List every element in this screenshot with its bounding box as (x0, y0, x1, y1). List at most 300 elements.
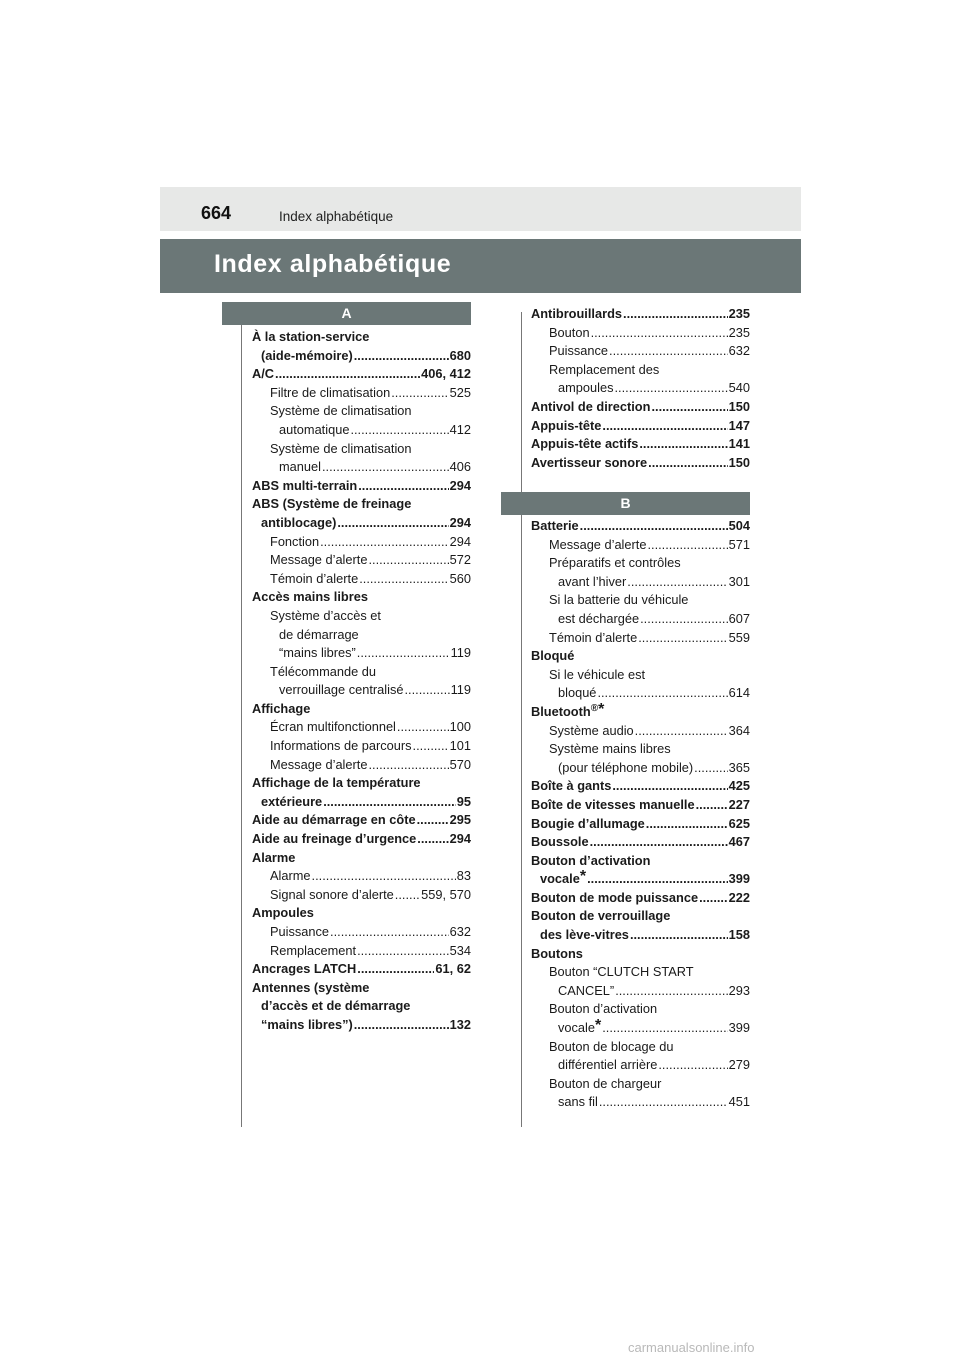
index-term-text: Système d’accès et (270, 607, 381, 623)
dot-leader (612, 777, 727, 796)
index-entry (252, 644, 471, 663)
index-term-text: Appuis-tête (531, 417, 602, 433)
page-reference: 680 (449, 347, 471, 363)
page-reference: 570 (449, 756, 471, 772)
section-header-b: B (501, 492, 750, 515)
page-reference: 540 (728, 380, 750, 396)
dot-leader (699, 889, 728, 908)
index-term (270, 570, 358, 589)
index-heading (531, 852, 750, 871)
page-reference: 632 (728, 343, 750, 359)
index-term-text: Remplacement des (549, 361, 660, 377)
index-term (531, 945, 583, 964)
dot-leader (417, 830, 448, 849)
index-term (549, 591, 688, 610)
page-reference: 504 (728, 518, 750, 533)
index-term-text: d’accès et de démarrage (261, 998, 411, 1014)
dot-leader (615, 379, 728, 398)
index-entry (252, 811, 471, 830)
index-term (540, 870, 586, 889)
dot-leader (354, 347, 449, 366)
index-heading (252, 440, 471, 459)
page-reference: 235 (728, 324, 750, 340)
dot-leader (602, 417, 727, 436)
page-reference: 150 (728, 398, 750, 414)
index-term-text: (pour téléphone mobile) (558, 759, 694, 775)
index-heading (531, 700, 750, 722)
dot-leader (337, 514, 448, 533)
index-term (261, 793, 322, 812)
index-term (252, 774, 421, 793)
page-reference: 559, 570 (421, 886, 471, 902)
index-term-text: extérieure (261, 793, 323, 809)
index-term (558, 379, 614, 398)
index-term-text: Télécommande du (270, 663, 376, 679)
index-heading (531, 1038, 750, 1057)
page-reference: 83 (456, 868, 471, 884)
index-term (531, 852, 650, 871)
index-term-text: (aide-mémoire) (261, 347, 353, 363)
index-column-left (252, 328, 471, 1035)
index-term (549, 1075, 661, 1094)
index-heading (252, 774, 471, 793)
page-reference: 451 (728, 1094, 750, 1110)
page-reference: 294 (449, 514, 471, 530)
index-term-text: Système de climatisation (270, 440, 412, 456)
index-entry (252, 477, 471, 496)
dot-leader (275, 365, 420, 384)
page-reference: 301 (728, 573, 750, 589)
page-reference: 467 (728, 834, 750, 850)
index-term (558, 982, 614, 1001)
dot-leader (640, 610, 728, 629)
index-term (270, 663, 376, 682)
index-heading (252, 328, 471, 347)
index-entry (531, 759, 750, 778)
index-term (549, 361, 659, 380)
page-reference: 279 (728, 1057, 750, 1073)
page-reference: 399 (728, 1020, 750, 1036)
index-term (549, 536, 646, 555)
index-term-text: ABS (Système de freinage (252, 496, 412, 512)
index-term (252, 904, 314, 923)
index-term-text: Alarme (252, 849, 296, 865)
index-heading (252, 495, 471, 514)
index-entry (252, 793, 471, 812)
index-heading (531, 1000, 750, 1019)
page-reference: 295 (449, 812, 471, 828)
index-entry (252, 867, 471, 886)
page-header (160, 187, 801, 231)
index-entry (531, 417, 750, 436)
index-term (549, 740, 671, 759)
dot-leader (357, 644, 450, 663)
page-reference: 365 (728, 759, 750, 775)
index-term (279, 421, 349, 440)
page-reference: 119 (450, 645, 471, 661)
dot-leader (354, 1016, 449, 1035)
page-reference: 559 (728, 629, 750, 645)
index-term (270, 737, 412, 756)
page-reference: 101 (449, 738, 471, 754)
page-reference: 227 (728, 796, 750, 812)
page-reference: 100 (449, 719, 471, 735)
index-heading (252, 700, 471, 719)
index-term (558, 759, 693, 778)
page-reference: 534 (449, 942, 471, 958)
page-reference: 235 (728, 306, 750, 321)
page-reference: 425 (728, 778, 750, 794)
index-term (279, 458, 321, 477)
index-entry (531, 536, 750, 555)
index-entry (531, 342, 750, 361)
index-term (540, 926, 629, 945)
index-term (270, 718, 396, 737)
index-term-text: des lève-vitres (540, 927, 629, 943)
index-term-text: Affichage de la température (252, 775, 421, 791)
index-heading (252, 849, 471, 868)
dot-leader (658, 1056, 727, 1075)
dot-leader (648, 454, 727, 473)
page-reference: 632 (449, 924, 471, 939)
dot-leader (580, 517, 728, 536)
asterisk-icon: * (598, 700, 605, 718)
index-term-text: Bluetooth (531, 703, 591, 719)
page-reference: 560 (449, 570, 471, 586)
index-entry (531, 889, 750, 908)
index-entry (252, 384, 471, 403)
index-term (252, 811, 416, 830)
index-term-text: Bouton de mode puissance (531, 889, 699, 905)
page-reference: 150 (728, 454, 750, 470)
index-term-text: Filtre de climatisation (270, 384, 391, 400)
index-entry (531, 1093, 750, 1112)
index-term (279, 626, 359, 645)
index-term (252, 365, 274, 384)
page-reference: 625 (728, 815, 750, 831)
index-term-text: Ampoules (252, 905, 314, 921)
dot-leader (330, 923, 449, 942)
index-entry (531, 833, 750, 852)
index-entry (531, 815, 750, 834)
index-term-text: Antennes (système (252, 979, 370, 995)
dot-leader (323, 793, 456, 812)
dot-leader (417, 811, 449, 830)
index-term (252, 588, 368, 607)
index-term-text: Antivol de direction (531, 398, 651, 414)
index-term-text: Message d’alerte (270, 756, 368, 772)
index-entry (531, 324, 750, 343)
index-term (270, 533, 319, 552)
asterisk-icon: * (579, 868, 587, 886)
index-term-text: Boîte à gants (531, 778, 612, 794)
asterisk-icon: * (595, 1017, 602, 1035)
index-term-text: “mains libres”) (261, 1016, 353, 1032)
index-term (270, 886, 394, 905)
index-term (270, 756, 367, 775)
index-entry (252, 718, 471, 737)
left-margin-rule (241, 312, 242, 1127)
page-reference: 222 (728, 889, 750, 905)
index-term-text: Boussole (531, 834, 589, 850)
index-term (531, 435, 638, 454)
index-term-text: sans fil (558, 1094, 598, 1110)
index-term (549, 342, 608, 361)
index-term-text: Batterie (531, 518, 579, 533)
index-term-text: Signal sonore d’alerte (270, 886, 394, 902)
index-entry (531, 629, 750, 648)
index-term-text: Fonction (270, 533, 320, 549)
index-term (279, 644, 356, 663)
index-entry (531, 573, 750, 592)
index-heading (252, 904, 471, 923)
index-entry (252, 365, 471, 384)
index-entry (252, 737, 471, 756)
index-entry (531, 610, 750, 629)
dot-leader (312, 867, 456, 886)
dot-leader (615, 982, 727, 1001)
index-term (549, 629, 637, 648)
index-term (549, 1038, 674, 1057)
index-term (270, 402, 412, 421)
index-entry (531, 1056, 750, 1075)
index-column-right-b (531, 517, 750, 1112)
index-term-text: de démarrage (279, 626, 359, 642)
index-term-text: manuel (279, 459, 321, 475)
index-term (252, 477, 357, 496)
dot-leader (350, 421, 448, 440)
dot-leader (627, 573, 727, 592)
index-term (558, 1056, 657, 1075)
index-heading (252, 626, 471, 645)
index-term (270, 607, 381, 626)
index-term-text: Système audio (549, 722, 634, 738)
index-term-text: Écran multifonctionnel (270, 719, 396, 735)
index-term (531, 398, 650, 417)
index-term (270, 923, 329, 942)
index-entry (531, 435, 750, 454)
dot-leader (413, 737, 449, 756)
index-term (270, 440, 412, 459)
index-entry (252, 1016, 471, 1035)
index-entry (531, 796, 750, 815)
index-heading (531, 591, 750, 610)
page-reference: 132 (449, 1016, 471, 1032)
index-term-text: Aide au démarrage en côte (252, 812, 416, 828)
index-term-text: Message d’alerte (270, 552, 368, 568)
index-term-text: “mains libres” (279, 645, 356, 661)
index-term-text: Bouton “CLUTCH START (549, 964, 694, 980)
index-term-text: antiblocage) (261, 514, 337, 530)
index-heading (252, 979, 471, 998)
index-term (252, 328, 369, 347)
section-header-a: A (222, 302, 471, 325)
index-term (279, 681, 403, 700)
dot-leader (635, 722, 728, 741)
index-entry (252, 886, 471, 905)
index-term (531, 815, 645, 834)
index-entry (531, 926, 750, 945)
index-entry (531, 870, 750, 889)
index-term (531, 647, 574, 666)
index-term-text: Informations de parcours (270, 738, 412, 754)
index-heading (531, 666, 750, 685)
page-reference: 412 (449, 421, 471, 437)
index-term (531, 700, 605, 722)
page-reference: 293 (728, 982, 750, 998)
index-term-text: Alarme (270, 868, 311, 884)
index-entry (531, 398, 750, 417)
index-term-text: Si le véhicule est (549, 666, 646, 682)
index-term (270, 942, 356, 961)
index-entry (252, 514, 471, 533)
column-divider-rule (521, 312, 522, 1127)
index-entry (252, 421, 471, 440)
index-term-text: Antibrouillards (531, 306, 623, 321)
index-term-text: Système mains libres (549, 741, 671, 757)
index-heading (252, 402, 471, 421)
dot-leader (320, 533, 449, 552)
page-reference: 158 (728, 927, 750, 943)
index-entry (252, 756, 471, 775)
index-term (531, 889, 698, 908)
dot-leader (359, 570, 448, 589)
index-term-text: automatique (279, 421, 350, 437)
page-reference: 364 (728, 722, 750, 738)
page-reference: 406, 412 (421, 366, 471, 382)
index-heading (531, 554, 750, 573)
page-reference: 61, 62 (435, 961, 471, 977)
dot-leader (694, 759, 727, 778)
index-term-text: Bouton de verrouillage (531, 908, 671, 924)
page-reference: 294 (449, 831, 471, 847)
index-term (531, 796, 695, 815)
index-term-text: Bouton d’activation (531, 852, 651, 868)
dot-leader (322, 458, 449, 477)
index-entry (531, 305, 750, 324)
watermark: carmanualsonline.info (628, 1340, 755, 1355)
dot-leader (609, 342, 728, 361)
index-term-text: Témoin d’alerte (549, 629, 638, 645)
index-term-text: vocale (558, 1020, 595, 1036)
index-term (549, 722, 634, 741)
dot-leader (391, 384, 448, 403)
dot-leader (602, 1019, 727, 1038)
index-term-text: Si la batterie du véhicule (549, 592, 689, 608)
page-reference: 607 (728, 610, 750, 626)
index-term (549, 1000, 657, 1019)
index-term (270, 384, 390, 403)
index-term (252, 979, 369, 998)
index-term (252, 849, 295, 868)
index-term-text: Ancrages LATCH (252, 961, 357, 977)
index-term-text: Remplacement (270, 942, 357, 958)
page-reference: 571 (728, 536, 750, 552)
dot-leader (597, 684, 727, 703)
dot-leader (587, 870, 728, 889)
header-section-title: Index alphabétique (279, 209, 394, 224)
dot-leader (599, 1093, 728, 1112)
page-reference: 294 (449, 533, 471, 549)
index-entry (531, 777, 750, 796)
index-term-text: Boîte de vitesses manuelle (531, 796, 695, 812)
index-heading (531, 647, 750, 666)
index-term (531, 777, 611, 796)
index-term (261, 514, 336, 533)
index-term-text: verrouillage centralisé (279, 682, 404, 698)
dot-leader (623, 305, 728, 324)
index-term (549, 554, 681, 573)
index-heading (531, 740, 750, 759)
index-term (558, 1019, 601, 1038)
index-heading (531, 963, 750, 982)
dot-leader (395, 886, 420, 905)
index-heading (252, 997, 471, 1016)
index-heading (531, 945, 750, 964)
index-term (261, 997, 410, 1016)
page-reference: 141 (728, 436, 750, 452)
registered-mark: ® (590, 702, 599, 714)
index-heading (252, 607, 471, 626)
index-entry (531, 454, 750, 473)
index-term-text: Boutons (531, 945, 583, 961)
index-entry (252, 830, 471, 849)
page-reference: 614 (728, 685, 750, 701)
dot-leader (357, 942, 449, 961)
dot-leader (397, 718, 449, 737)
index-term-text: CANCEL” (558, 982, 615, 998)
index-entry (252, 570, 471, 589)
index-term (549, 963, 694, 982)
page-reference: 294 (449, 477, 471, 493)
index-term (531, 907, 670, 926)
page-number: 664 (201, 203, 232, 223)
index-entry (252, 960, 471, 979)
index-entry (252, 551, 471, 570)
page-reference: 399 (728, 871, 750, 887)
page-reference: 406 (449, 459, 471, 475)
index-term (531, 305, 622, 324)
index-term (549, 666, 645, 685)
page-reference: 147 (728, 417, 750, 433)
dot-leader (404, 681, 449, 700)
index-term-text: est déchargée (558, 610, 640, 626)
index-entry (252, 533, 471, 552)
index-term-text: Message d’alerte (549, 536, 647, 552)
index-term-text: Bloqué (531, 648, 575, 664)
index-heading (531, 1075, 750, 1094)
index-term-text: Témoin d’alerte (270, 570, 359, 586)
index-term-text: Bouton (549, 324, 590, 340)
index-entry (531, 684, 750, 703)
index-entry (531, 722, 750, 741)
index-term-text: Puissance (549, 343, 609, 359)
index-term-text: Affichage (252, 700, 311, 716)
index-term-text: A/C (252, 366, 275, 382)
dot-leader (591, 324, 728, 343)
index-heading (252, 663, 471, 682)
index-term (252, 700, 310, 719)
index-term (531, 833, 589, 852)
index-term-text: Système de climatisation (270, 403, 412, 419)
index-term-text: différentiel arrière (558, 1057, 658, 1073)
index-term (270, 551, 367, 570)
index-entry (252, 942, 471, 961)
dot-leader (647, 536, 727, 555)
index-entry (531, 1019, 750, 1038)
dot-leader (357, 960, 434, 979)
index-term-text: Bouton de chargeur (549, 1075, 662, 1091)
